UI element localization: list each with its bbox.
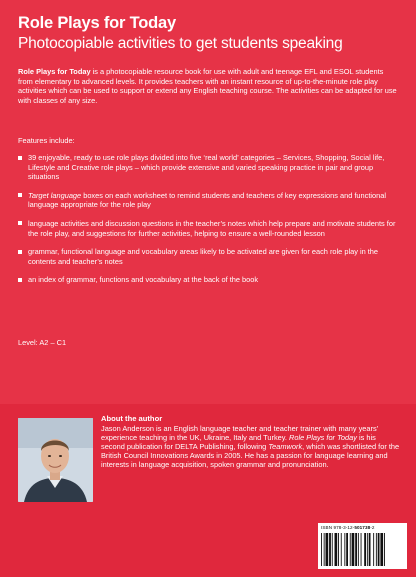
author-heading: About the author xyxy=(101,414,163,423)
feature-item xyxy=(18,247,402,266)
bio-text: Jason Anderson is an English language teacher and teacher trainer with many years’ experience teaching in the UK, Ukraine, Italy and Turkey. xyxy=(101,424,379,443)
isbn-text xyxy=(321,525,375,530)
bullet-square-icon xyxy=(18,156,22,160)
author-bio xyxy=(101,424,401,469)
isbn-bold: 501738 xyxy=(354,525,371,530)
intro-text: is a photocopiable resource book for use with adult and teenage EFL and ESOL students from elementary to advanced levels. It provides teachers with an instant resource of up-to-the-minute role play activities which can be used to support or extend any English teaching course. The activities can be adapted for use with classes of any size. xyxy=(18,67,397,105)
barcode-bar xyxy=(380,533,383,566)
intro-bold-lead: Role Plays for Today xyxy=(18,67,91,76)
features-list xyxy=(18,153,402,294)
barcode-bar xyxy=(358,533,359,566)
barcode-bar xyxy=(352,533,355,566)
feature-text: boxes on each worksheet to remind students and teachers of key expressions and functional language appropriate for the role play xyxy=(28,190,386,210)
bullet-square-icon xyxy=(18,193,22,197)
author-portrait-icon xyxy=(18,418,93,502)
feature-text: language activities and discussion questions in the teacher’s notes which help prepare and motivate students for the role play, and suggestions for further activities, helping to ensure a well-rounded lesson xyxy=(28,218,396,238)
features-label: Features include: xyxy=(18,136,75,145)
intro-paragraph xyxy=(18,67,400,105)
barcode-bar xyxy=(373,533,374,566)
feature-text: 39 enjoyable, ready to use role plays divided into five ‘real world’ categories – Services, Shopping, Social life, Lifestyle and Creative role plays – which provide extensive and varied speaking practice in pair and group situations xyxy=(28,153,385,182)
barcode-bar xyxy=(355,533,357,566)
barcode-bar xyxy=(326,533,329,566)
barcode-bar xyxy=(350,533,351,566)
isbn-barcode-box xyxy=(318,523,407,569)
barcode-bar xyxy=(332,533,333,566)
feature-italic-lead: Target language xyxy=(28,190,82,200)
barcode-bar xyxy=(338,533,339,566)
barcode-bar xyxy=(378,533,380,566)
level-text: Level: A2 – C1 xyxy=(18,338,67,347)
feature-text: grammar, functional language and vocabulary areas likely to be activated are given for each role play in the contents and teacher’s notes xyxy=(28,247,379,266)
feature-text: an index of grammar, functions and vocabulary at the back of the book xyxy=(28,275,259,285)
bullet-square-icon xyxy=(18,278,22,282)
feature-item xyxy=(18,219,402,238)
barcode-icon xyxy=(321,533,404,566)
barcode-bar xyxy=(321,533,322,566)
barcode-bar xyxy=(384,533,385,566)
feature-item xyxy=(18,275,402,285)
header xyxy=(18,14,408,53)
bio-italic-title: Teamwork xyxy=(268,442,303,452)
isbn-prefix: ISBN 978-3-12- xyxy=(321,525,355,530)
book-subtitle: Photocopiable activities to get students speaking xyxy=(18,35,343,52)
barcode-bar xyxy=(335,533,338,566)
barcode-bar xyxy=(344,533,345,566)
barcode-bar xyxy=(329,533,331,566)
bullet-square-icon xyxy=(18,250,22,254)
isbn-suffix: -2 xyxy=(370,525,375,530)
barcode-bar xyxy=(367,533,368,566)
feature-item xyxy=(18,153,402,182)
bio-text: , which was shortlisted for the British Council Innovations Awards in 2005. He has a passion for language learning and interests in language acquisition, spoken grammar and pronunciation. xyxy=(101,442,400,470)
barcode-bar xyxy=(324,533,325,566)
bio-text: is his second publication for DELTA Publishing, following xyxy=(101,433,376,452)
barcode-bar xyxy=(341,533,342,566)
barcode-bar xyxy=(346,533,348,566)
barcode-bar xyxy=(361,533,362,566)
feature-item xyxy=(18,191,402,210)
barcode-bar xyxy=(369,533,371,566)
bullet-square-icon xyxy=(18,221,22,225)
book-title: Role Plays for Today xyxy=(18,14,176,32)
bio-italic-title: Role Plays for Today xyxy=(289,433,357,443)
author-photo xyxy=(18,418,93,502)
barcode-bar xyxy=(364,533,366,566)
barcode-bar xyxy=(376,533,377,566)
